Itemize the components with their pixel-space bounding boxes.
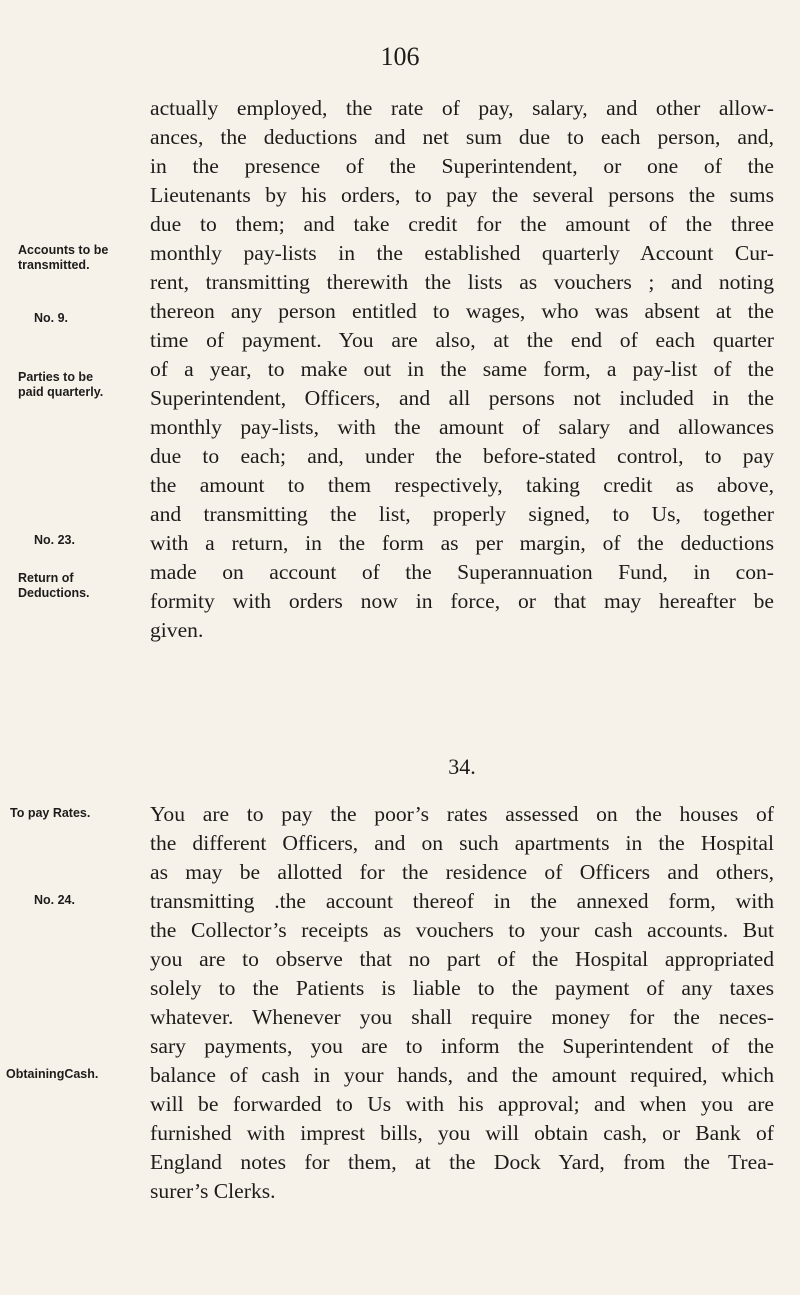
body-line: whatever. Whenever you shall require money for the neces- — [150, 1005, 774, 1029]
body-line: Lieutenants by his orders, to pay the several persons the sums — [150, 183, 774, 207]
body-line: the amount to them respectively, taking credit as above, — [150, 473, 774, 497]
page-number: 106 — [380, 42, 420, 71]
body-line: furnished with imprest bills, you will obtain cash, or Bank of — [150, 1121, 774, 1145]
body-line: thereon any person entitled to wages, who was absent at the — [150, 299, 774, 323]
body-line: and transmitting the list, properly signed, to Us, together — [150, 502, 774, 526]
body-line: sary payments, you are to inform the Superintendent of the — [150, 1034, 774, 1058]
margin-note-accounts — [18, 243, 108, 273]
margin-note-line: paid quarterly. — [18, 385, 104, 399]
body-line: the Collector’s receipts as vouchers to your cash accounts. But — [150, 918, 774, 942]
body-line: actually employed, the rate of pay, salary, and other allow- — [150, 96, 774, 120]
margin-note-pay-rates: To pay Rates. — [10, 806, 91, 820]
body-line: ances, the deductions and net sum due to each person, and, — [150, 125, 774, 149]
margin-note-line: Return of — [18, 571, 74, 585]
margin-note-parties — [18, 370, 103, 400]
body-line: time of payment. You are also, at the end of each quarter — [150, 328, 774, 352]
body-line: surer’s Clerks. — [150, 1179, 276, 1203]
body-line: You are to pay the poor’s rates assessed on the houses of — [150, 802, 774, 826]
margin-note-line: Parties to be — [18, 370, 94, 384]
body-line: monthly pay-lists, with the amount of salary and allowances — [150, 415, 774, 439]
body-line: given. — [150, 618, 204, 642]
body-line: rent, transmitting therewith the lists as vouchers ; and noting — [150, 270, 774, 294]
body-line: Superintendent, Officers, and all persons not included in the — [150, 386, 774, 410]
body-line: made on account of the Superannuation Fund, in con- — [150, 560, 774, 584]
body-line: the different Officers, and on such apartments in the Hospital — [150, 831, 774, 855]
margin-note-obtaining-cash: ObtainingCash. — [6, 1067, 99, 1081]
body-line: with a return, in the form as per margin, of the deductions — [150, 531, 774, 555]
margin-note-return — [18, 571, 90, 601]
body-line: transmitting .the account thereof in the annexed form, with — [150, 889, 774, 913]
margin-note-no-23: No. 23. — [34, 533, 75, 547]
body-line: you are to observe that no part of the Hospital appropriated — [150, 947, 774, 971]
body-line: in the presence of the Superintendent, or one of the — [150, 154, 774, 178]
section-number: 34. — [448, 754, 476, 779]
margin-note-no-9: No. 9. — [34, 311, 69, 325]
body-line: due to each; and, under the before-stated control, to pay — [150, 444, 774, 468]
body-line: balance of cash in your hands, and the amount required, which — [150, 1063, 774, 1087]
margin-note-no-24: No. 24. — [34, 893, 75, 907]
body-line: of a year, to make out in the same form, a pay-list of the — [150, 357, 774, 381]
body-line: solely to the Patients is liable to the payment of any taxes — [150, 976, 774, 1000]
body-line: formity with orders now in force, or that may hereafter be — [150, 589, 774, 613]
body-line: monthly pay-lists in the established quarterly Account Cur- — [150, 241, 774, 265]
body-line: due to them; and take credit for the amount of the three — [150, 212, 774, 236]
body-line: as may be allotted for the residence of Officers and others, — [150, 860, 774, 884]
margin-note-line: transmitted. — [18, 258, 90, 272]
margin-note-line: Deductions. — [18, 586, 90, 600]
margin-note-line: Accounts to be — [18, 243, 109, 257]
body-line: England notes for them, at the Dock Yard, from the Trea- — [150, 1150, 774, 1174]
body-line: will be forwarded to Us with his approval; and when you are — [150, 1092, 774, 1116]
